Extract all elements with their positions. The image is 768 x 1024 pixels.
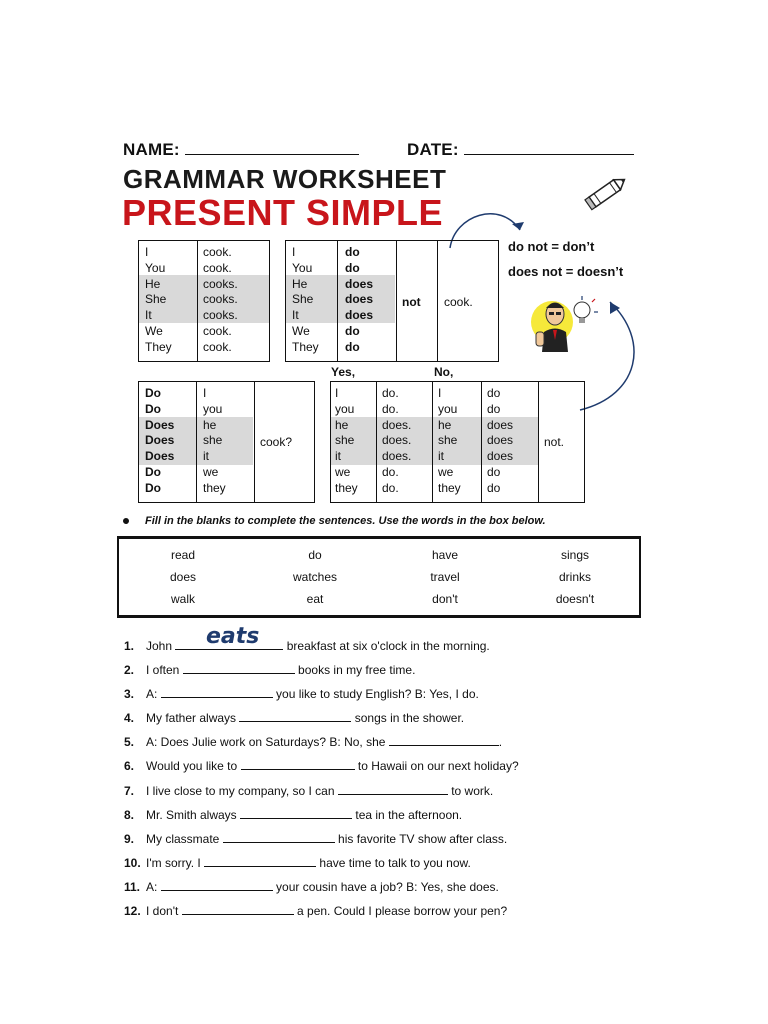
sentence-number: 2. [124,663,135,677]
verb-cell: cook. [203,260,232,275]
pronoun-cell: she [438,433,458,448]
pronoun-cell: he [203,417,217,432]
answer-blank[interactable] [240,808,352,819]
worksheet-title: GRAMMAR WORKSHEET [123,164,447,194]
word-item: eat [306,592,324,606]
aux-cell: do [487,480,501,495]
verb-cell: cook? [260,435,293,449]
sentence-number: 11. [124,880,141,894]
answer-blank[interactable] [223,832,335,843]
aux-cell: does. [382,449,412,464]
sentence-row [124,880,499,894]
contraction-do-not: do not = don’t [508,239,595,254]
name-field[interactable] [123,140,359,160]
sentence-row [124,663,415,677]
word-item: walk [170,592,196,606]
sentence-number: 10. [124,856,141,870]
not-cell: not. [544,435,565,449]
sentence-row [124,711,464,725]
instructions [123,513,546,527]
word-item: sings [560,548,590,562]
pronoun-cell: you [438,401,458,416]
aux-cell: Does [145,449,175,464]
sentence-start: My classmate [146,832,220,846]
sentence-end: have time to talk to you now. [319,856,471,870]
aux-cell: do. [382,464,399,479]
answer-blank[interactable] [182,904,294,915]
sentence-number: 6. [124,759,135,773]
aux-cell: do [487,401,501,416]
sentence-number: 4. [124,711,135,725]
sentence-start: My father always [146,711,237,725]
answer-blank[interactable] [241,759,355,770]
contraction-does-not: does not = doesn’t [508,264,624,279]
sentence-row [124,808,462,822]
pronoun-cell: we [438,464,454,479]
sentence-end: breakfast at six o'clock in the morning. [286,639,490,653]
pronoun-cell: she [203,433,223,448]
name-label: NAME: [123,140,180,159]
aux-cell: do [345,245,360,259]
sentence-start: I often [146,663,180,677]
date-label: DATE: [407,140,459,159]
aux-cell: does [487,433,514,448]
word-item: do [308,548,322,562]
sentence-end: you like to study English? B: Yes, I do. [276,687,479,701]
pronoun-cell: They [292,339,319,354]
sentence-number: 1. [124,639,135,653]
aux-cell: do [345,260,360,275]
aux-cell: Do [145,464,161,479]
answer-blank[interactable] [204,856,316,867]
aux-cell: Does [145,433,175,448]
word-item: read [170,548,196,562]
pronoun-cell: he [438,417,452,432]
verb-cell: cook. [444,295,473,309]
sentence-number: 5. [124,735,135,749]
sentence-start: I live close to my company, so I can [146,784,335,798]
word-item: doesn't [555,592,595,606]
sentence-end: his favorite TV show after class. [338,832,508,846]
sentence-end: songs in the shower. [354,711,465,725]
aux-cell: do. [382,401,399,416]
sentence-start: A: [146,687,158,701]
sentence-end: your cousin have a job? B: Yes, she does. [276,880,499,894]
verb-cell: cook. [203,323,232,338]
answer-blank[interactable] [389,735,499,746]
sentence-end: tea in the afternoon. [355,808,463,822]
date-line[interactable] [464,154,634,155]
pronoun-cell: I [292,245,296,259]
word-item: have [431,548,459,562]
not-cell: not [402,295,421,309]
date-field[interactable] [407,140,634,160]
pronoun-cell: We [145,323,163,338]
sentence-row [124,832,507,846]
sentence-start: I'm sorry. I [146,856,201,870]
pronoun-cell: it [203,449,209,464]
pronoun-cell: I [438,386,442,400]
sentence-row [124,735,502,749]
name-line[interactable] [185,154,359,155]
sentence-number: 3. [124,687,135,701]
aux-cell: does [487,417,514,432]
worksheet-subtitle: PRESENT SIMPLE [122,192,444,233]
pronoun-cell: we [203,464,219,479]
yes-label: Yes, [331,365,356,379]
answer-blank[interactable] [338,784,448,795]
pronoun-cell: He [145,276,161,291]
pronoun-cell: We [292,323,310,338]
word-item: watches [292,570,338,584]
aux-cell: does. [382,433,412,448]
pronoun-cell: You [292,260,313,275]
aux-cell: do [487,386,501,400]
word-item: travel [430,570,460,584]
sentence-number: 8. [124,808,135,822]
sentence-number: 7. [124,784,135,798]
verb-cell: cooks. [203,292,238,307]
sentence-row [124,687,479,701]
aux-cell: do. [382,386,399,400]
pronoun-cell: you [203,401,223,416]
pronoun-cell: He [292,276,308,291]
sentence-row [124,784,493,798]
aux-cell: do [345,339,360,354]
pronoun-cell: You [145,260,166,275]
aux-cell: Do [145,386,161,400]
verb-cell: cook. [203,339,232,354]
aux-cell: does [345,276,374,291]
verb-cell: cooks. [203,308,238,323]
aux-cell: do [487,464,501,479]
sentence-start: A: Does Julie work on Saturdays? B: No, she [146,735,386,749]
pronoun-cell: they [438,480,461,495]
sentence-start: Would you like to [146,759,238,773]
aux-cell: Do [145,401,161,416]
aux-cell: do. [382,480,399,495]
word-item: don't [432,592,458,606]
answer-blank[interactable] [239,711,351,722]
aux-cell: does. [382,417,412,432]
pronoun-cell: I [335,386,339,400]
word-item: does [169,570,197,584]
aux-cell: Does [145,417,175,432]
bullet-icon [123,518,129,524]
pronoun-cell: they [335,480,358,495]
aux-cell: does [345,292,374,307]
sentence-row [124,904,507,918]
pronoun-cell: it [335,449,341,464]
instructions-text: Fill in the blanks to complete the sentences. Use the words in the box below. [145,515,546,527]
word-box [117,536,641,618]
pronoun-cell: They [145,339,172,354]
verb-cell: cook. [203,245,232,259]
pronoun-cell: we [335,464,351,479]
sentence-end: to Hawaii on our next holiday? [357,759,519,773]
no-label: No, [434,365,454,379]
sentence-row [124,759,519,773]
handwritten-answer: eats [206,624,260,649]
sentence-start: John [146,639,173,653]
sentence-end: to work. [451,784,494,798]
sentence-end: . [498,735,503,749]
pronoun-cell: It [145,308,152,323]
aux-cell: does [345,308,374,323]
sentence-number: 9. [124,832,135,846]
pronoun-cell: she [335,433,355,448]
sentence-row [124,639,490,653]
sentence-end: a pen. Could I please borrow your pen? [297,904,508,918]
pronoun-cell: It [292,308,299,323]
pronoun-cell: She [292,292,314,307]
light-bulb-man-icon [530,292,602,354]
sentence-start: Mr. Smith always [146,808,237,822]
pronoun-cell: you [335,401,355,416]
answer-blank[interactable] [183,663,295,674]
pronoun-cell: I [145,245,149,259]
sentence-start: A: [146,880,158,894]
sentence-number: 12. [124,904,141,918]
aux-cell: Do [145,480,161,495]
aux-cell: do [345,323,360,338]
pronoun-cell: he [335,417,349,432]
sentence-row [124,856,471,870]
pronoun-cell: they [203,480,226,495]
verb-cell: cooks. [203,276,238,291]
answer-blank[interactable] [161,687,273,698]
sentence-start: I don't [146,904,179,918]
pronoun-cell: it [438,449,444,464]
answer-blank[interactable] [161,880,273,891]
sentence-end: books in my free time. [298,663,416,677]
pronoun-cell: I [203,386,207,400]
pronoun-cell: She [145,292,167,307]
word-item: drinks [558,570,592,584]
aux-cell: does [487,449,514,464]
